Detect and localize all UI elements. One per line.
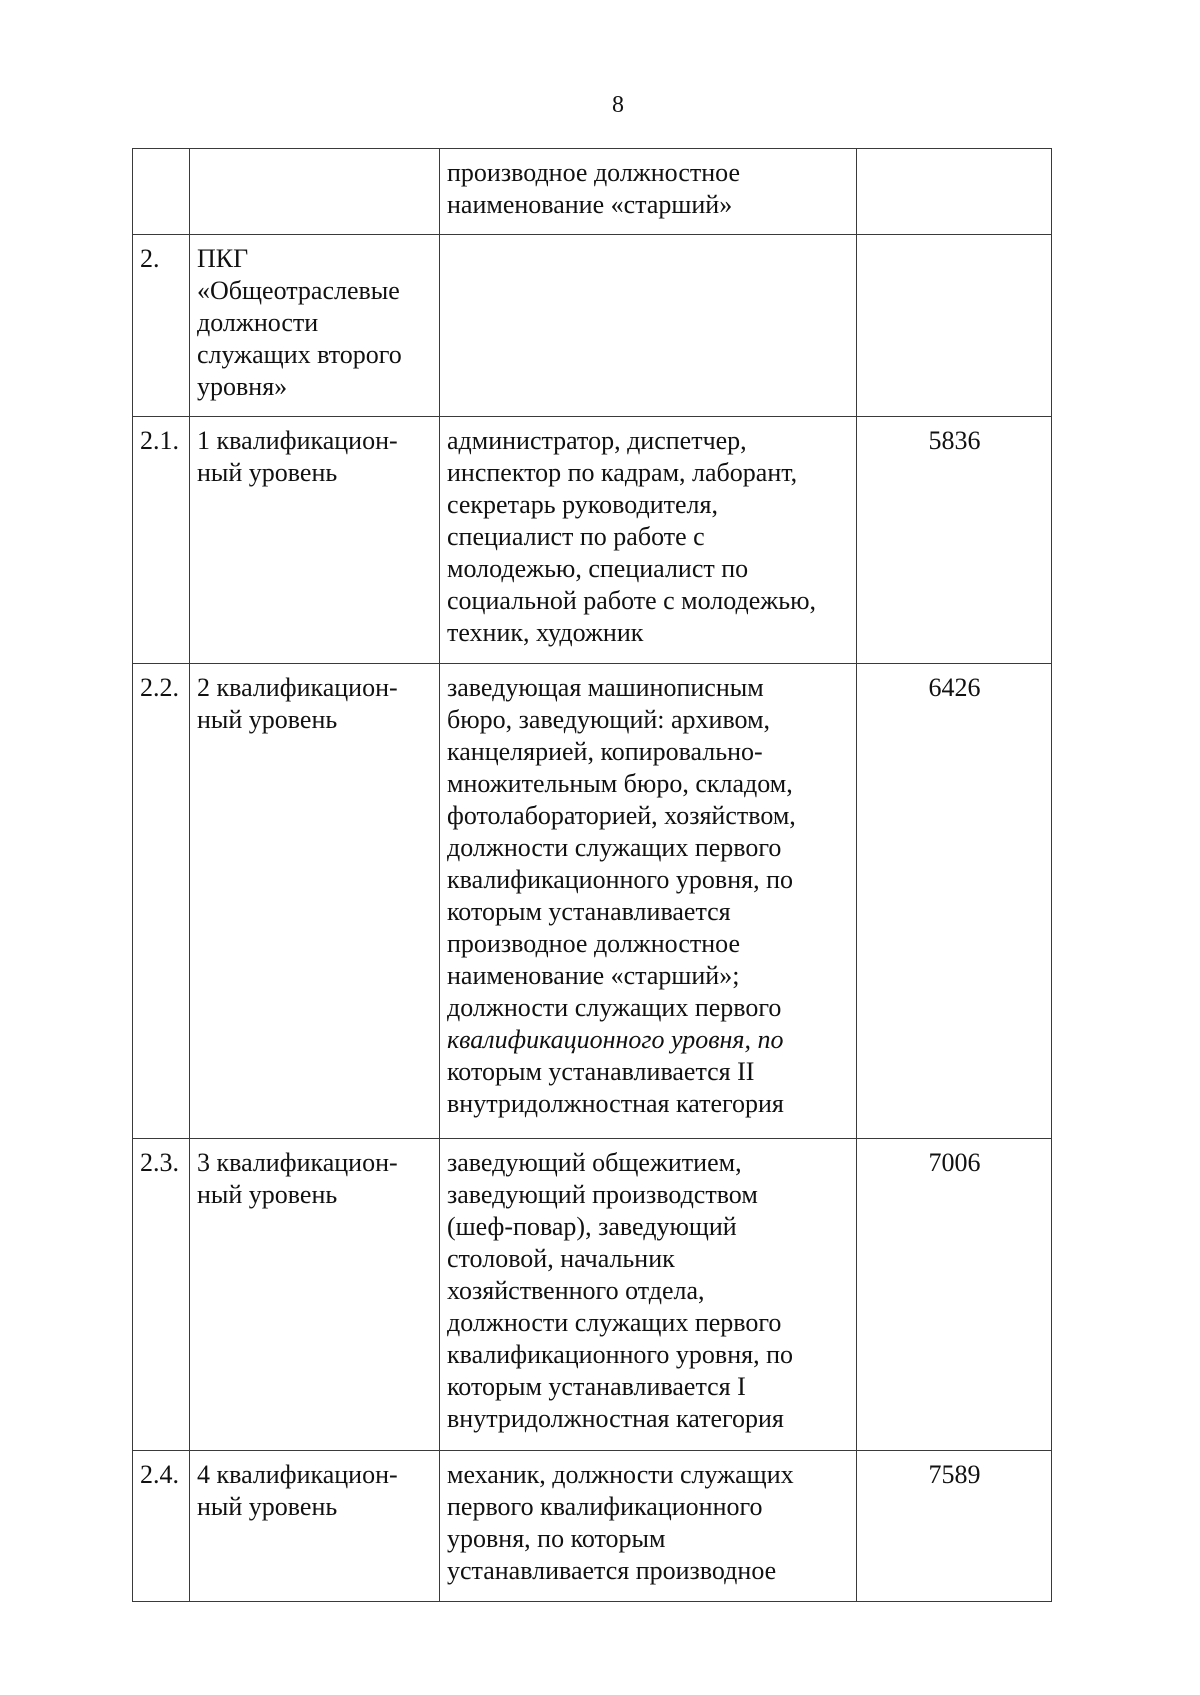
positions-list — [440, 1451, 857, 1602]
group-line: служащих второго — [197, 340, 402, 369]
position-line: хозяйственного отдела, — [447, 1276, 705, 1305]
position-line: квалификационного уровня, по — [447, 1340, 793, 1369]
position-line: устанавливается производное — [447, 1556, 777, 1585]
group-line: ный уровень — [197, 705, 338, 734]
group-line: «Общеотраслевые — [197, 276, 400, 305]
position-line: (шеф-повар), заведующий — [447, 1212, 737, 1241]
qualification-group — [190, 149, 440, 235]
position-line: квалификационного уровня, по — [447, 865, 793, 894]
group-line: ный уровень — [197, 1492, 338, 1521]
row-number: 2.2. — [133, 664, 190, 1139]
group-line: 2 квалификацион- — [197, 673, 398, 702]
position-line: наименование «старший»; — [447, 961, 740, 990]
position-line: квалификационного уровня, по — [447, 1025, 784, 1054]
position-line: фотолабораторией, хозяйством, — [447, 801, 796, 830]
table-body — [133, 149, 1052, 1602]
row-number: 2.3. — [133, 1139, 190, 1451]
salary-value: 5836 — [857, 417, 1052, 664]
position-line: заведующий общежитием, — [447, 1148, 742, 1177]
position-line: социальной работе с молодежью, — [447, 586, 817, 615]
positions-list — [440, 149, 857, 235]
salary-value — [857, 149, 1052, 235]
positions-list — [440, 235, 857, 417]
position-line: уровня, по которым — [447, 1524, 666, 1553]
position-line: механик, должности служащих — [447, 1460, 794, 1489]
position-line: должности служащих первого — [447, 993, 782, 1022]
position-line: заведующий производством — [447, 1180, 758, 1209]
salary-value: 6426 — [857, 664, 1052, 1139]
position-line: должности служащих первого — [447, 1308, 782, 1337]
position-line: техник, художник — [447, 618, 644, 647]
table-row — [133, 235, 1052, 417]
position-line: заведующая машинописным — [447, 673, 764, 702]
qualification-group — [190, 417, 440, 664]
salary-value: 7589 — [857, 1451, 1052, 1602]
group-line: ный уровень — [197, 1180, 338, 1209]
position-line: которым устанавливается I — [447, 1372, 746, 1401]
salary-value: 7006 — [857, 1139, 1052, 1451]
position-line: бюро, заведующий: архивом, — [447, 705, 771, 734]
position-line: столовой, начальник — [447, 1244, 675, 1273]
group-line: 1 квалификацион- — [197, 426, 398, 455]
position-line: молодежью, специалист по — [447, 554, 749, 583]
positions-list — [440, 417, 857, 664]
row-number — [133, 149, 190, 235]
qualification-group — [190, 664, 440, 1139]
positions-list — [440, 664, 857, 1139]
qualification-group — [190, 1139, 440, 1451]
position-line: внутридолжностная категория — [447, 1089, 784, 1118]
position-line: множительным бюро, складом, — [447, 769, 793, 798]
position-line: инспектор по кадрам, лаборант, — [447, 458, 798, 487]
group-line: 3 квалификацион- — [197, 1148, 398, 1177]
row-number: 2.4. — [133, 1451, 190, 1602]
position-line: которым устанавливается — [447, 897, 731, 926]
position-line: которым устанавливается II — [447, 1057, 755, 1086]
qualification-group — [190, 1451, 440, 1602]
group-line: ПКГ — [197, 244, 249, 273]
salary-value — [857, 235, 1052, 417]
table-row — [133, 1451, 1052, 1602]
group-line: уровня» — [197, 372, 288, 401]
position-line: производное должностное — [447, 929, 741, 958]
salary-table — [132, 148, 1052, 1602]
position-line: должности служащих первого — [447, 833, 782, 862]
row-number: 2. — [133, 235, 190, 417]
row-number: 2.1. — [133, 417, 190, 664]
group-line: должности — [197, 308, 319, 337]
group-line: 4 квалификацион- — [197, 1460, 398, 1489]
position-line: канцелярией, копировально- — [447, 737, 763, 766]
table-row — [133, 1139, 1052, 1451]
position-line: первого квалификационного — [447, 1492, 763, 1521]
positions-list — [440, 1139, 857, 1451]
position-line: производное должностное — [447, 158, 741, 187]
qualification-group — [190, 235, 440, 417]
table-row — [133, 149, 1052, 235]
group-line: ный уровень — [197, 458, 338, 487]
table-row — [133, 417, 1052, 664]
position-line: наименование «старший» — [447, 190, 733, 219]
position-line: секретарь руководителя, — [447, 490, 718, 519]
page-number: 8 — [612, 92, 624, 118]
table-row — [133, 664, 1052, 1139]
position-line: специалист по работе с — [447, 522, 705, 551]
position-line: администратор, диспетчер, — [447, 426, 747, 455]
position-line: внутридолжностная категория — [447, 1404, 784, 1433]
